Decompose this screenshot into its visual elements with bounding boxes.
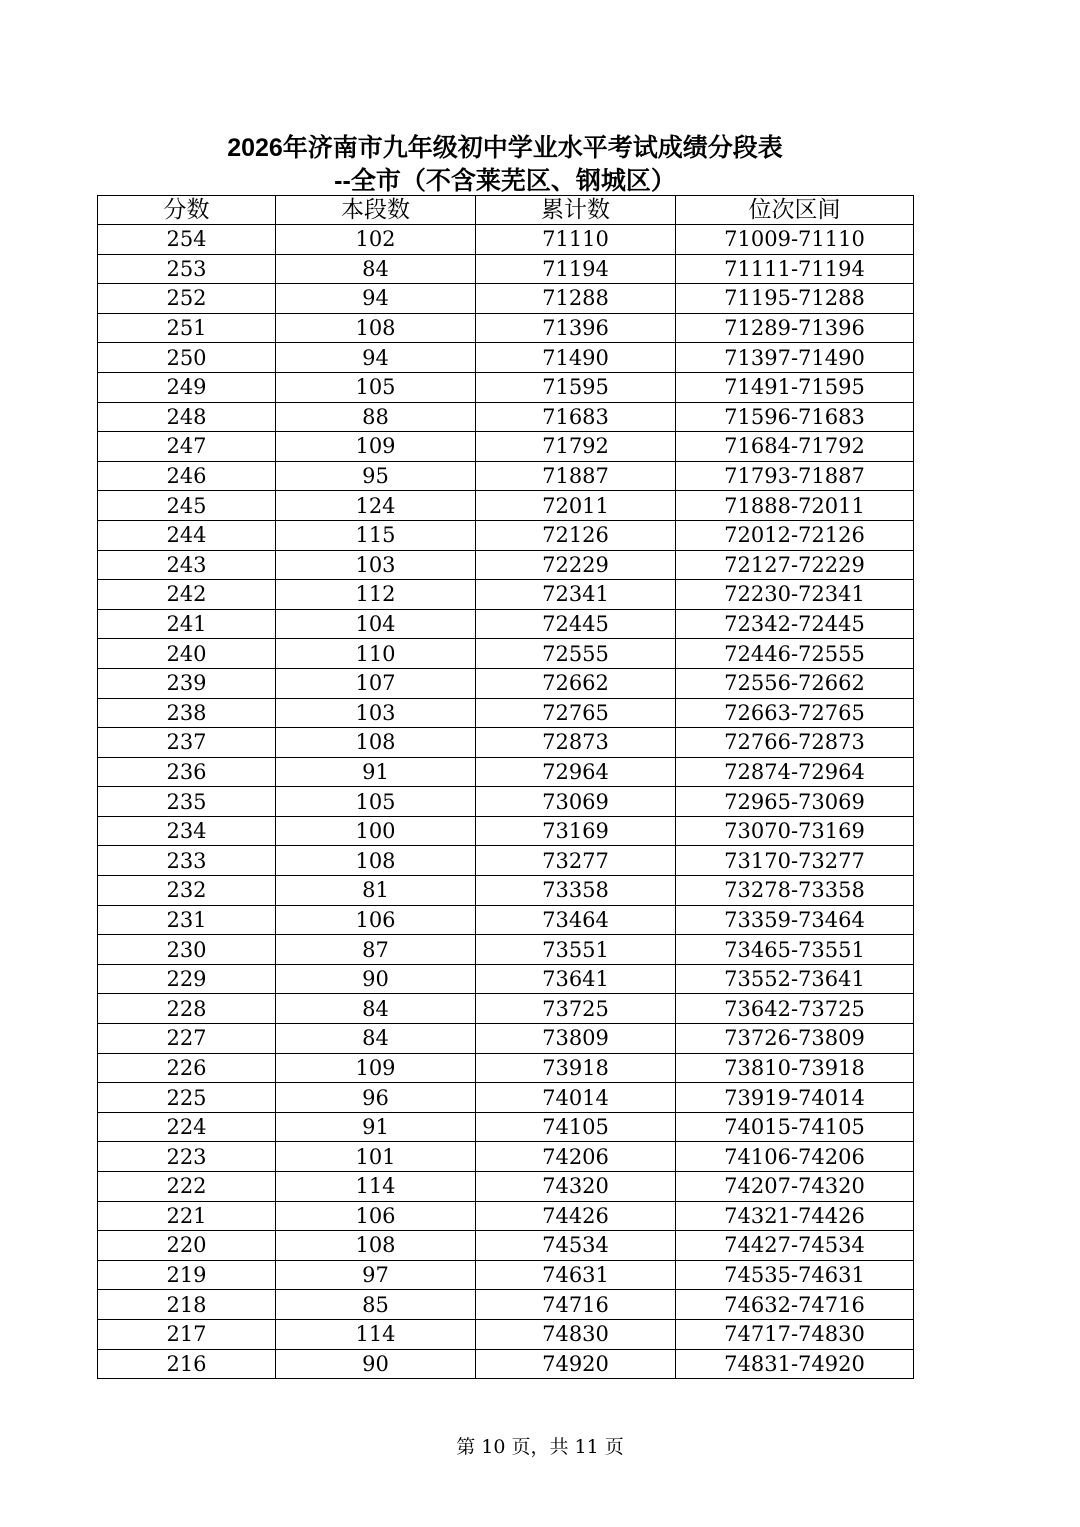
table-row (98, 1319, 914, 1349)
cell-rank-range: 71397-71490 (676, 343, 914, 373)
cell-cumulative-count: 71110 (476, 225, 676, 255)
cell-cumulative-count: 72662 (476, 668, 676, 698)
cell-score: 252 (98, 284, 276, 314)
table-row (98, 1290, 914, 1320)
cell-cumulative-count: 71194 (476, 254, 676, 284)
table-row (98, 698, 914, 728)
cell-rank-range: 73642-73725 (676, 994, 914, 1024)
cell-rank-range: 73170-73277 (676, 846, 914, 876)
cell-rank-range: 74717-74830 (676, 1319, 914, 1349)
cell-segment-count: 91 (276, 1112, 476, 1142)
page-footer: 第 10 页，共 11 页 (456, 1436, 624, 1458)
cell-score: 227 (98, 1024, 276, 1054)
table-row (98, 876, 914, 906)
cell-score: 236 (98, 757, 276, 787)
cell-rank-range: 71793-71887 (676, 461, 914, 491)
cell-rank-range: 74535-74631 (676, 1260, 914, 1290)
table-row (98, 668, 914, 698)
cell-rank-range: 72127-72229 (676, 550, 914, 580)
cell-segment-count: 84 (276, 254, 476, 284)
cell-score: 232 (98, 876, 276, 906)
table-row (98, 225, 914, 255)
cell-rank-range: 71009-71110 (676, 225, 914, 255)
cell-rank-range: 73726-73809 (676, 1024, 914, 1054)
cell-rank-range: 74015-74105 (676, 1112, 914, 1142)
cell-score: 248 (98, 402, 276, 432)
cell-rank-range: 74632-74716 (676, 1290, 914, 1320)
cell-segment-count: 90 (276, 1349, 476, 1379)
cell-segment-count: 105 (276, 787, 476, 817)
cell-rank-range: 74321-74426 (676, 1201, 914, 1231)
cell-cumulative-count: 73809 (476, 1024, 676, 1054)
cell-cumulative-count: 71683 (476, 402, 676, 432)
cell-score: 230 (98, 935, 276, 965)
cell-rank-range: 73070-73169 (676, 816, 914, 846)
cell-cumulative-count: 72011 (476, 491, 676, 521)
cell-segment-count: 84 (276, 994, 476, 1024)
cell-rank-range: 73552-73641 (676, 964, 914, 994)
cell-cumulative-count: 74105 (476, 1112, 676, 1142)
table-row (98, 1260, 914, 1290)
cell-rank-range: 73278-73358 (676, 876, 914, 906)
page-title: 2026年济南市九年级初中学业水平考试成绩分段表 (227, 134, 783, 162)
cell-rank-range: 74831-74920 (676, 1349, 914, 1379)
table-row (98, 520, 914, 550)
table-row (98, 432, 914, 462)
cell-rank-range: 72965-73069 (676, 787, 914, 817)
cell-cumulative-count: 73169 (476, 816, 676, 846)
cell-segment-count: 88 (276, 402, 476, 432)
cell-rank-range: 72446-72555 (676, 639, 914, 669)
cell-cumulative-count: 73551 (476, 935, 676, 965)
table-row (98, 1172, 914, 1202)
header-segment-count: 本段数 (276, 196, 476, 225)
cell-segment-count: 114 (276, 1319, 476, 1349)
table-row (98, 1201, 914, 1231)
cell-segment-count: 95 (276, 461, 476, 491)
cell-cumulative-count: 74320 (476, 1172, 676, 1202)
cell-score: 237 (98, 728, 276, 758)
cell-cumulative-count: 74920 (476, 1349, 676, 1379)
table-row (98, 491, 914, 521)
cell-segment-count: 110 (276, 639, 476, 669)
cell-segment-count: 94 (276, 343, 476, 373)
table-row (98, 550, 914, 580)
cell-score: 241 (98, 609, 276, 639)
cell-segment-count: 112 (276, 580, 476, 610)
cell-cumulative-count: 71490 (476, 343, 676, 373)
table-row (98, 609, 914, 639)
cell-segment-count: 103 (276, 698, 476, 728)
cell-rank-range: 71195-71288 (676, 284, 914, 314)
cell-score: 222 (98, 1172, 276, 1202)
cell-score: 246 (98, 461, 276, 491)
cell-score: 220 (98, 1231, 276, 1261)
table-row (98, 402, 914, 432)
table-row (98, 1053, 914, 1083)
cell-segment-count: 108 (276, 1231, 476, 1261)
cell-score: 218 (98, 1290, 276, 1320)
table-row (98, 372, 914, 402)
cell-rank-range: 72874-72964 (676, 757, 914, 787)
table-row (98, 343, 914, 373)
cell-cumulative-count: 72765 (476, 698, 676, 728)
cell-score: 219 (98, 1260, 276, 1290)
cell-score: 249 (98, 372, 276, 402)
cell-score: 250 (98, 343, 276, 373)
cell-rank-range: 71111-71194 (676, 254, 914, 284)
page-subtitle: --全市（不含莱芜区、钢城区） (334, 167, 676, 195)
table-row (98, 1142, 914, 1172)
table-body (98, 225, 914, 1379)
cell-segment-count: 109 (276, 1053, 476, 1083)
cell-score: 231 (98, 905, 276, 935)
cell-segment-count: 124 (276, 491, 476, 521)
table-row (98, 905, 914, 935)
cell-segment-count: 105 (276, 372, 476, 402)
cell-score: 253 (98, 254, 276, 284)
cell-segment-count: 87 (276, 935, 476, 965)
cell-cumulative-count: 72126 (476, 520, 676, 550)
cell-segment-count: 94 (276, 284, 476, 314)
cell-segment-count: 84 (276, 1024, 476, 1054)
cell-cumulative-count: 72341 (476, 580, 676, 610)
cell-cumulative-count: 71887 (476, 461, 676, 491)
header-cumulative-count: 累计数 (476, 196, 676, 225)
cell-segment-count: 102 (276, 225, 476, 255)
cell-rank-range: 72230-72341 (676, 580, 914, 610)
cell-cumulative-count: 73358 (476, 876, 676, 906)
table-row (98, 757, 914, 787)
table-row (98, 728, 914, 758)
cell-segment-count: 115 (276, 520, 476, 550)
table-row (98, 254, 914, 284)
cell-rank-range: 71596-71683 (676, 402, 914, 432)
cell-rank-range: 71684-71792 (676, 432, 914, 462)
cell-cumulative-count: 74716 (476, 1290, 676, 1320)
table-row (98, 580, 914, 610)
table-row (98, 964, 914, 994)
cell-rank-range: 73919-74014 (676, 1083, 914, 1113)
cell-segment-count: 106 (276, 905, 476, 935)
cell-cumulative-count: 74631 (476, 1260, 676, 1290)
cell-score: 224 (98, 1112, 276, 1142)
cell-score: 240 (98, 639, 276, 669)
cell-segment-count: 104 (276, 609, 476, 639)
table-row (98, 787, 914, 817)
cell-rank-range: 72556-72662 (676, 668, 914, 698)
cell-score: 247 (98, 432, 276, 462)
cell-cumulative-count: 73464 (476, 905, 676, 935)
cell-score: 233 (98, 846, 276, 876)
cell-score: 239 (98, 668, 276, 698)
cell-cumulative-count: 71595 (476, 372, 676, 402)
cell-cumulative-count: 73918 (476, 1053, 676, 1083)
table-row (98, 284, 914, 314)
table-row (98, 994, 914, 1024)
cell-score: 234 (98, 816, 276, 846)
score-distribution-table (97, 195, 914, 1379)
cell-cumulative-count: 71396 (476, 313, 676, 343)
cell-cumulative-count: 72964 (476, 757, 676, 787)
cell-segment-count: 103 (276, 550, 476, 580)
cell-rank-range: 72663-72765 (676, 698, 914, 728)
table-row (98, 1112, 914, 1142)
cell-rank-range: 74106-74206 (676, 1142, 914, 1172)
cell-segment-count: 85 (276, 1290, 476, 1320)
cell-segment-count: 101 (276, 1142, 476, 1172)
cell-score: 217 (98, 1319, 276, 1349)
cell-score: 243 (98, 550, 276, 580)
cell-segment-count: 108 (276, 313, 476, 343)
cell-cumulative-count: 71288 (476, 284, 676, 314)
table-row (98, 816, 914, 846)
cell-score: 223 (98, 1142, 276, 1172)
cell-score: 226 (98, 1053, 276, 1083)
cell-score: 221 (98, 1201, 276, 1231)
cell-cumulative-count: 72445 (476, 609, 676, 639)
cell-segment-count: 96 (276, 1083, 476, 1113)
table-row (98, 1024, 914, 1054)
cell-score: 254 (98, 225, 276, 255)
cell-segment-count: 90 (276, 964, 476, 994)
cell-segment-count: 106 (276, 1201, 476, 1231)
cell-cumulative-count: 74426 (476, 1201, 676, 1231)
cell-segment-count: 114 (276, 1172, 476, 1202)
table-row (98, 1083, 914, 1113)
cell-rank-range: 73359-73464 (676, 905, 914, 935)
cell-rank-range: 71289-71396 (676, 313, 914, 343)
cell-score: 216 (98, 1349, 276, 1379)
cell-segment-count: 97 (276, 1260, 476, 1290)
header-rank-range: 位次区间 (676, 196, 914, 225)
cell-rank-range: 71491-71595 (676, 372, 914, 402)
cell-segment-count: 81 (276, 876, 476, 906)
cell-cumulative-count: 72555 (476, 639, 676, 669)
cell-rank-range: 73810-73918 (676, 1053, 914, 1083)
cell-score: 235 (98, 787, 276, 817)
cell-cumulative-count: 74206 (476, 1142, 676, 1172)
cell-score: 245 (98, 491, 276, 521)
cell-cumulative-count: 71792 (476, 432, 676, 462)
cell-score: 244 (98, 520, 276, 550)
cell-rank-range: 74427-74534 (676, 1231, 914, 1261)
cell-cumulative-count: 73641 (476, 964, 676, 994)
table-row (98, 935, 914, 965)
cell-score: 238 (98, 698, 276, 728)
cell-cumulative-count: 74830 (476, 1319, 676, 1349)
cell-segment-count: 107 (276, 668, 476, 698)
cell-rank-range: 72342-72445 (676, 609, 914, 639)
cell-rank-range: 72766-72873 (676, 728, 914, 758)
cell-score: 251 (98, 313, 276, 343)
cell-segment-count: 91 (276, 757, 476, 787)
cell-cumulative-count: 74014 (476, 1083, 676, 1113)
cell-segment-count: 100 (276, 816, 476, 846)
header-score: 分数 (98, 196, 276, 225)
cell-cumulative-count: 73725 (476, 994, 676, 1024)
table-header-row (98, 196, 914, 225)
cell-score: 225 (98, 1083, 276, 1113)
cell-cumulative-count: 72873 (476, 728, 676, 758)
cell-segment-count: 109 (276, 432, 476, 462)
cell-cumulative-count: 73277 (476, 846, 676, 876)
table-row (98, 313, 914, 343)
cell-cumulative-count: 73069 (476, 787, 676, 817)
cell-segment-count: 108 (276, 846, 476, 876)
cell-score: 228 (98, 994, 276, 1024)
cell-segment-count: 108 (276, 728, 476, 758)
cell-rank-range: 71888-72011 (676, 491, 914, 521)
table-row (98, 1349, 914, 1379)
cell-cumulative-count: 74534 (476, 1231, 676, 1261)
cell-rank-range: 74207-74320 (676, 1172, 914, 1202)
cell-rank-range: 72012-72126 (676, 520, 914, 550)
cell-score: 229 (98, 964, 276, 994)
cell-rank-range: 73465-73551 (676, 935, 914, 965)
table-row (98, 846, 914, 876)
cell-score: 242 (98, 580, 276, 610)
table-row (98, 1231, 914, 1261)
table-row (98, 639, 914, 669)
table-row (98, 461, 914, 491)
cell-cumulative-count: 72229 (476, 550, 676, 580)
